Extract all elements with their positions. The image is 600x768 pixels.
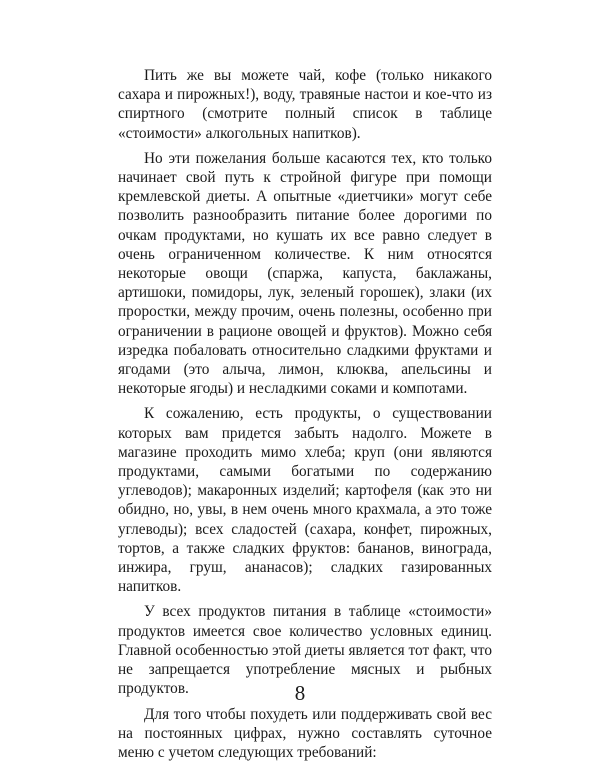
paragraph-product-units: У всех продуктов питания в таблице «стоимости» продуктов имеется свое количество условных единиц. Главной особенностью этой диеты является тот факт, что не запрещается употребление мясных и рыбных продуктов.	[118, 603, 492, 698]
paragraph-allowed-foods: Но эти пожелания больше касаются тех, кто только начинает свой путь к стройной фигуре при помощи кремлевской диеты. А опытные «диетчики» могут себе позволить разнообразить питание более дорогими по очкам продуктами, но кушать их все равно следует в очень ограниченном количестве. К ним относятся некоторые овощи (спаржа, капуста, баклажаны, артишоки, помидоры, лук, зеленый горошек), злаки (их проростки, между прочим, очень полезны, особенно при ограничении в рационе овощей и фруктов). Можно себя изредка побаловать относительно сладкими фруктами и ягодами (это алыча, лимон, клюква, апельсины и некоторые ягоды) и несладкими соками и компотами.	[118, 149, 492, 398]
page-number: 8	[294, 681, 306, 705]
page-body	[118, 66, 492, 768]
paragraph-daily-menu: Для того чтобы похудеть или поддерживать свой вес на постоянных цифрах, нужно составлять суточное меню с учетом следующих требований:	[118, 705, 492, 761]
paragraph-drinks: Пить же вы можете чай, кофе (только никакого сахара и пирожных!), воду, травяные настои и кое-что из спиртного (смотрите полный список в таблице «стоимости» алкогольных напитков).	[118, 67, 492, 142]
paragraph-forbidden-foods: К сожалению, есть продукты, о существовании которых вам придется забыть надолго. Можете в магазине проходить мимо хлеба; круп (они являются продуктами, самыми богатыми по содержанию углеводов); макаронных изделий; картофеля (как это ни обидно, но, увы, в нем очень много крахмала, а это тоже углеводы); всех сладостей (сахара, конфет, пирожных, тортов, а также сладких фруктов: бананов, винограда, инжира, груш, ананасов); сладких газированных напитков.	[118, 405, 492, 596]
